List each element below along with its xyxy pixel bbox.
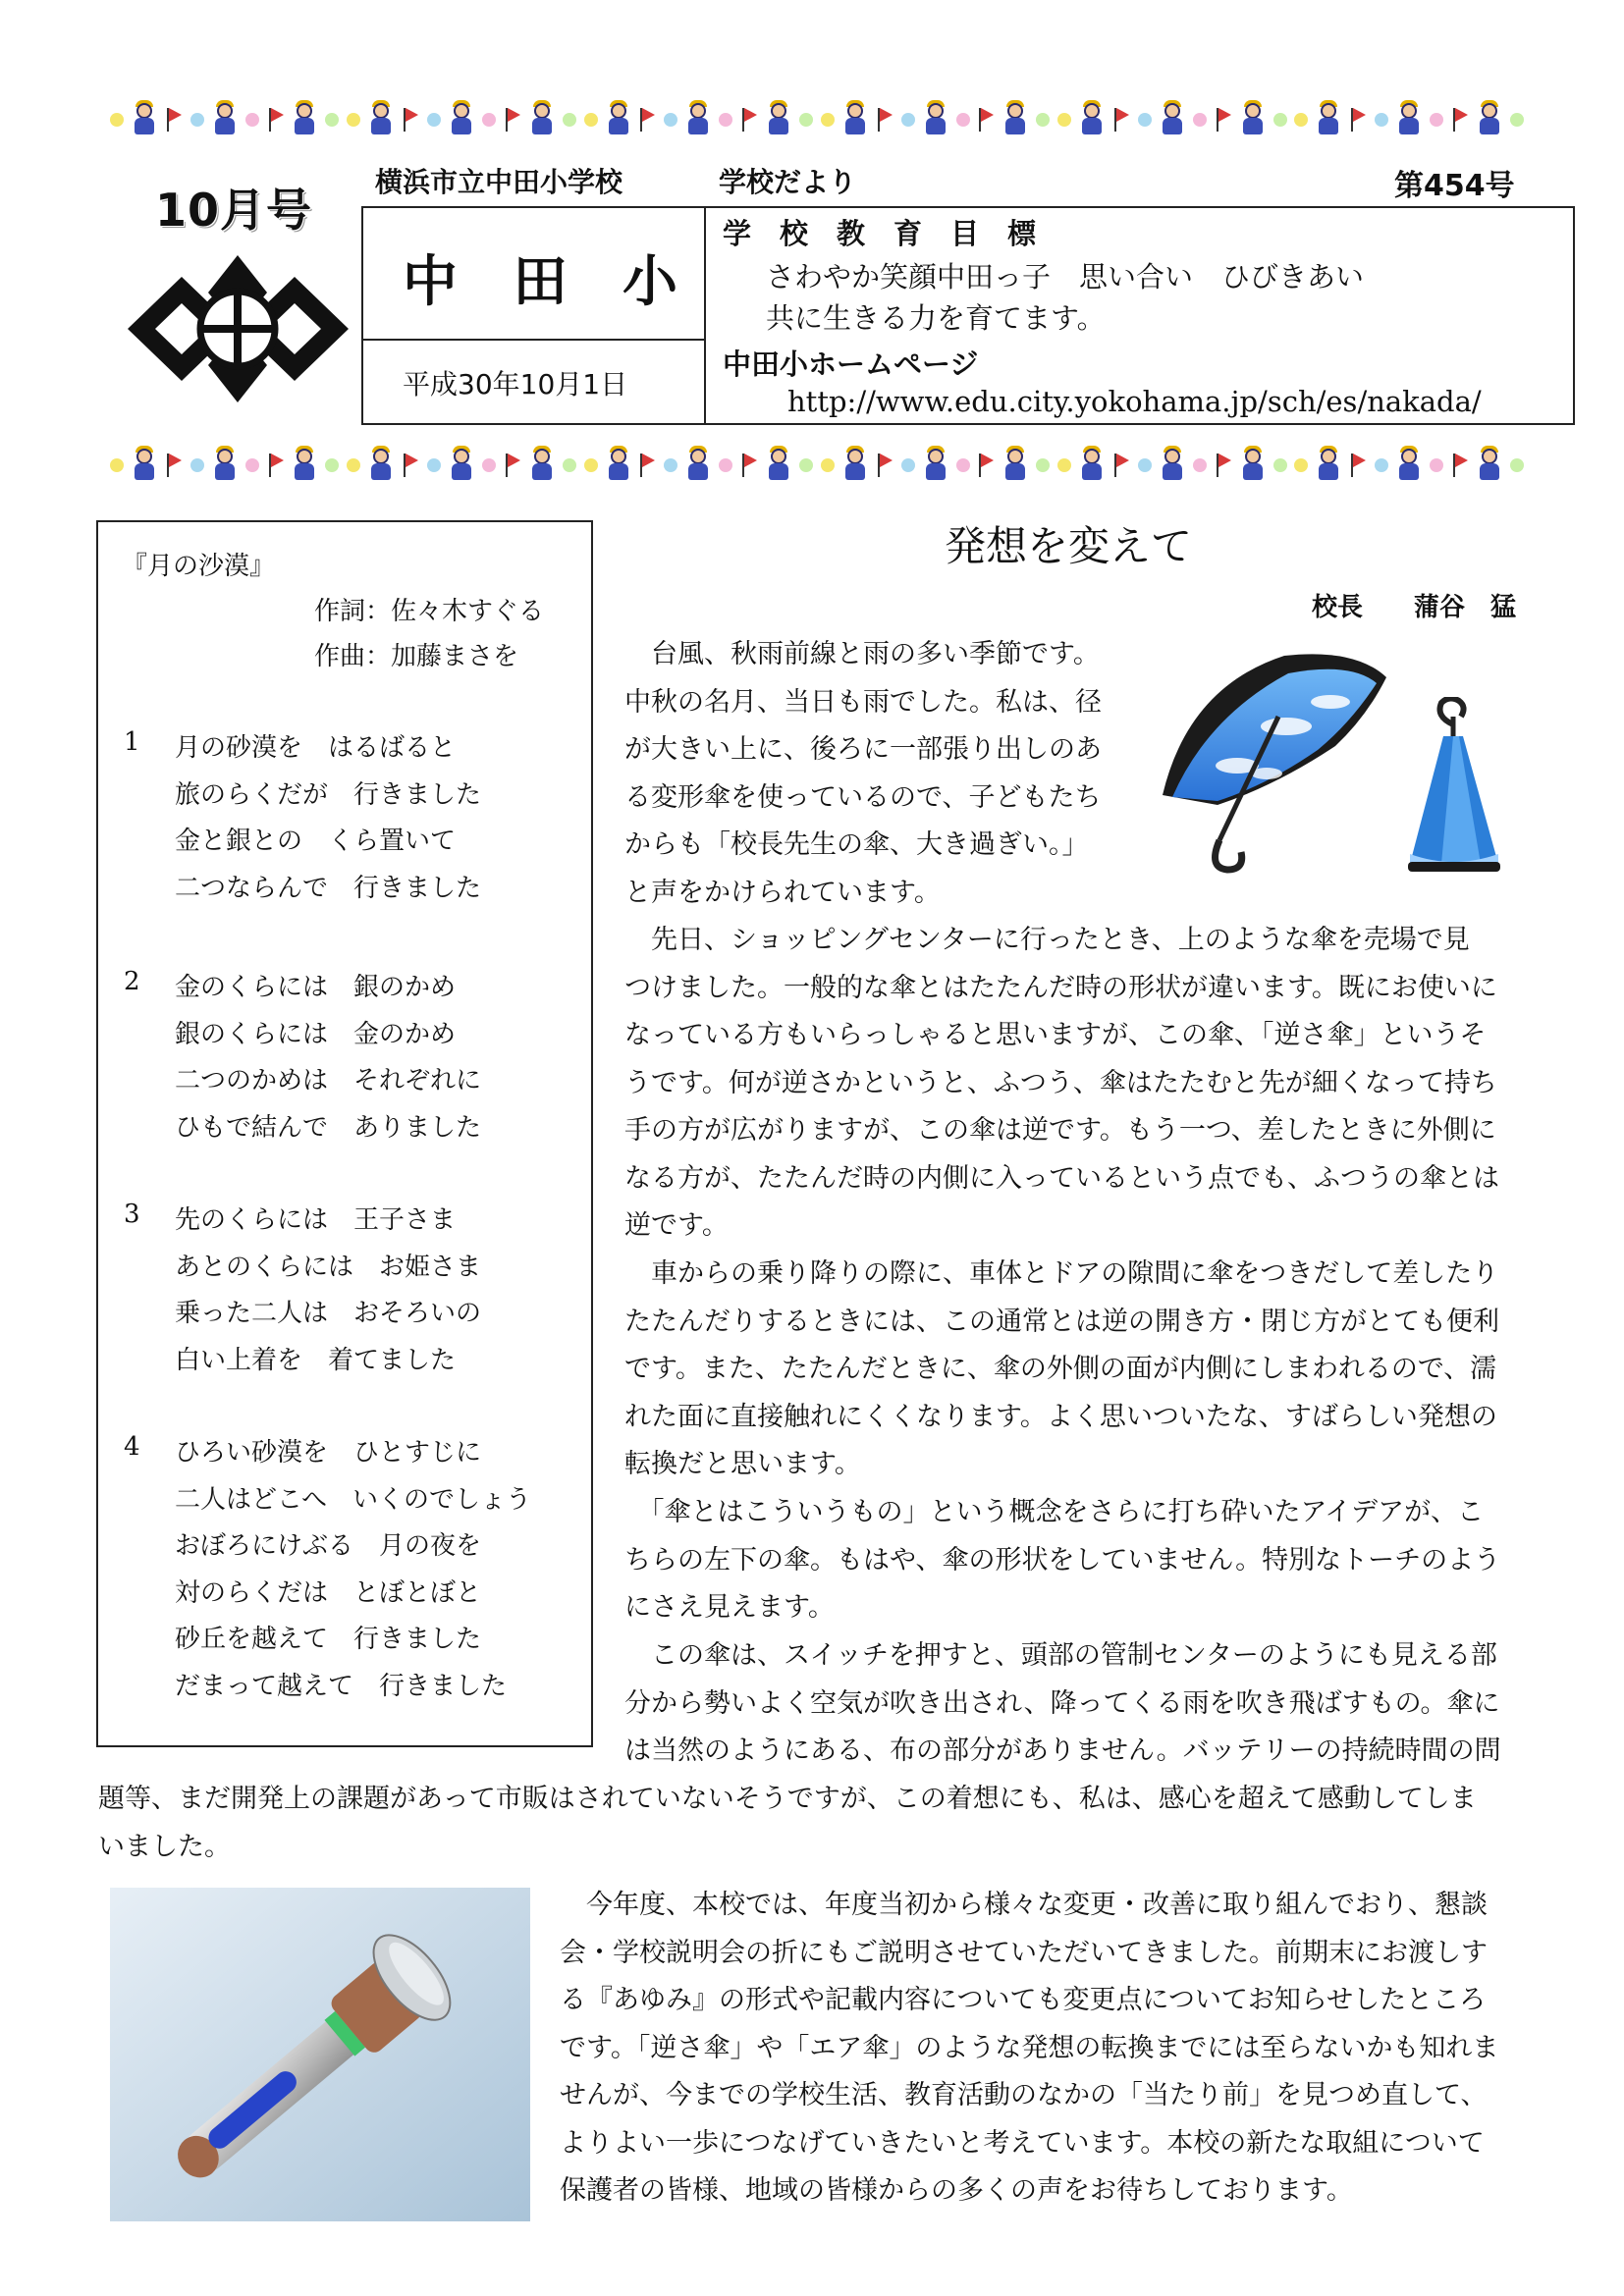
child-figure-icon: [449, 103, 474, 136]
article-line: なっている方もいらっしゃると思いますが、この傘、「逆さ傘」というそ: [624, 1020, 1487, 1050]
child-figure-icon: [923, 449, 948, 482]
article-line: 保護者の皆様、地域の皆様からの多くの声をお待ちしております。: [560, 2175, 1353, 2206]
border-dot: [956, 113, 970, 127]
child-figure-icon: [1316, 103, 1341, 136]
border-dot: [1193, 458, 1207, 472]
border-dot: [1193, 113, 1207, 127]
border-dot: [1057, 458, 1071, 472]
article-line: ちらの左下の傘。もはや、傘の形状をしていません。特別なトーチのよう: [624, 1544, 1501, 1575]
masthead-divider-vertical: [704, 206, 706, 425]
poem-line: ひもで結んで ありました: [175, 1112, 482, 1143]
article-line: 今年度、本校では、年度当初から様々な変更・改善に取り組んでおり、懇談: [560, 1890, 1488, 1920]
article-line: です。また、たたんだときに、傘の外側の面が内側にしまわれるので、濡: [624, 1354, 1497, 1384]
border-dot: [821, 113, 835, 127]
article-line: る『あゆみ』の形式や記載内容についても変更点についてお知らせしたところ: [560, 1985, 1487, 2015]
poem-composer: 作曲：加藤まさを: [314, 642, 519, 671]
border-dot: [1294, 113, 1308, 127]
flag-icon: [267, 452, 285, 479]
border-dot: [1057, 113, 1071, 127]
homepage-url[interactable]: http://www.edu.city.yokohama.jp/sch/es/nakada/: [787, 385, 1482, 418]
poem-line: 白い上着を 着てました: [175, 1345, 457, 1375]
flag-icon: [740, 106, 758, 133]
child-figure-icon: [212, 449, 238, 482]
child-figure-icon: [529, 449, 555, 482]
article-line: にさえ見えます。: [624, 1592, 835, 1623]
border-dot: [956, 458, 970, 472]
article-line: 「傘とはこういうもの」という概念をさらに打ち砕いたアイデアが、こ: [624, 1497, 1485, 1527]
border-dot: [563, 458, 576, 472]
child-figure-icon: [1477, 103, 1502, 136]
article-line: が大きい上に、後ろに一部張り出しのあ: [624, 734, 1102, 765]
border-dot: [1375, 458, 1388, 472]
article-line: 会・学校説明会の折にもご説明させていただいてきました。前期末にお渡しす: [560, 1937, 1488, 1968]
poem-line: 二人はどこへ いくのでしょう: [175, 1484, 531, 1515]
article-line: る変形傘を使っているので、子どもたち: [624, 781, 1102, 813]
border-dot: [584, 458, 598, 472]
poem-line: だまって越えて 行きました: [175, 1671, 508, 1701]
flag-icon: [876, 106, 893, 133]
flag-icon: [740, 452, 758, 479]
child-figure-icon: [1240, 103, 1266, 136]
child-figure-icon: [766, 103, 791, 136]
article-line: たたんだりするときには、この通常とは逆の開き方・閉じ方がとても便利: [624, 1306, 1499, 1337]
border-dot: [1273, 113, 1287, 127]
flag-icon: [504, 452, 521, 479]
flag-icon: [504, 106, 521, 133]
poem-line: あとのくらには お姫さま: [175, 1252, 482, 1282]
homepage-heading: 中田小ホームページ: [723, 347, 979, 381]
flag-icon: [1112, 106, 1130, 133]
border-dot: [347, 113, 360, 127]
child-figure-icon: [368, 449, 394, 482]
border-dot: [901, 113, 915, 127]
poem-line: 対のらくだは とぼとぼと: [175, 1577, 482, 1608]
bottom-decorative-border: [110, 442, 1524, 489]
border-dot: [245, 113, 259, 127]
child-figure-icon: [292, 449, 317, 482]
article-line: 車からの乗り降りの際に、車体とドアの隙間に傘をつきだして差したり: [624, 1258, 1499, 1289]
flag-icon: [1112, 452, 1130, 479]
border-dot: [584, 113, 598, 127]
border-dot: [427, 458, 441, 472]
child-figure-icon: [1079, 103, 1105, 136]
flag-icon: [1451, 106, 1469, 133]
child-figure-icon: [212, 103, 238, 136]
child-figure-icon: [923, 103, 948, 136]
border-dot: [110, 458, 124, 472]
border-dot: [1430, 113, 1443, 127]
flag-icon: [1215, 106, 1232, 133]
poem-line: 金のくらには 銀のかめ: [175, 973, 457, 1002]
school-emblem: [128, 255, 349, 402]
child-figure-icon: [685, 449, 711, 482]
article-line: よりよい一歩につなげていきたいと考えています。本校の新たな取組について: [560, 2127, 1485, 2159]
poem-title: 『月の沙漠』: [122, 552, 276, 581]
flag-icon: [1451, 452, 1469, 479]
border-dot: [1430, 458, 1443, 472]
flag-icon: [638, 106, 656, 133]
poem-verse-number: 3: [124, 1200, 140, 1229]
poem-line: 月の砂漠を はるばると: [175, 733, 457, 763]
poem-line: 先のくらには 王子さま: [175, 1205, 457, 1235]
border-dot: [799, 113, 813, 127]
border-dot: [1510, 113, 1524, 127]
border-dot: [110, 113, 124, 127]
child-figure-icon: [449, 449, 474, 482]
issue-number: 第454号: [1394, 169, 1515, 203]
newsletter-title: 中 田 小: [403, 250, 677, 314]
article-line: と声をかけられています。: [624, 877, 941, 908]
poem-line: 金と銀との くら置いて: [175, 827, 457, 856]
border-dot: [325, 458, 339, 472]
goals-heading: 学 校 教 育 目 標: [723, 217, 1037, 250]
flag-icon: [638, 452, 656, 479]
child-figure-icon: [1396, 449, 1422, 482]
reverse-umbrella-closed-image: [1402, 697, 1506, 876]
article-line: れた面に直接触れにくくなります。よく思いついたな、すばらしい発想の: [624, 1401, 1497, 1432]
article-line: 先日、ショッピングセンターに行ったとき、上のような傘を売場で見: [624, 925, 1470, 955]
child-figure-icon: [1002, 449, 1028, 482]
child-figure-icon: [132, 449, 157, 482]
goal-line-2: 共に生きる力を育てます。: [766, 301, 1106, 335]
article-line: つけました。一般的な傘とはたたんだ時の形状が違います。既にお使いに: [624, 972, 1497, 1003]
poem-line: 銀のくらには 金のかめ: [175, 1019, 457, 1049]
poem-line: おぼろにけぶる 月の夜を: [175, 1531, 482, 1561]
border-dot: [427, 113, 441, 127]
flag-icon: [876, 452, 893, 479]
article-title: 発想を変えて: [945, 522, 1193, 570]
border-dot: [664, 458, 677, 472]
article-line: うです。何が逆さかというと、ふつう、傘はたたむと先が細くなって持ち: [624, 1067, 1497, 1098]
poem-line: 乗った二人は おそろいの: [175, 1299, 482, 1328]
border-dot: [1036, 458, 1050, 472]
newsletter-label: 学校だより: [719, 166, 857, 198]
poem-verse-number: 1: [124, 727, 140, 757]
child-figure-icon: [1316, 449, 1341, 482]
border-dot: [901, 458, 915, 472]
flag-icon: [267, 106, 285, 133]
flag-icon: [1349, 452, 1367, 479]
border-dot: [563, 113, 576, 127]
poem-line: 砂丘を越えて 行きました: [175, 1625, 482, 1654]
child-figure-icon: [1160, 449, 1185, 482]
border-dot: [821, 458, 835, 472]
flag-icon: [165, 106, 183, 133]
flag-icon: [402, 106, 419, 133]
poem-line: ひろい砂漠を ひとすじに: [175, 1438, 482, 1468]
flag-icon: [165, 452, 183, 479]
border-dot: [1036, 113, 1050, 127]
article-line: 分から勢いよく空気が吹き出され、降ってくる雨を吹き飛ばすもの。傘に: [624, 1687, 1500, 1719]
border-dot: [1138, 113, 1152, 127]
border-dot: [325, 113, 339, 127]
border-dot: [1375, 113, 1388, 127]
poem-line: 旅のらくだが 行きました: [175, 779, 482, 810]
border-dot: [719, 458, 732, 472]
border-dot: [482, 113, 496, 127]
child-figure-icon: [368, 103, 394, 136]
child-figure-icon: [132, 103, 157, 136]
poem-line: 二つならんで 行きました: [175, 873, 482, 903]
border-dot: [799, 458, 813, 472]
child-figure-icon: [1396, 103, 1422, 136]
flag-icon: [977, 106, 995, 133]
child-figure-icon: [606, 103, 631, 136]
flag-icon: [402, 452, 419, 479]
school-name: 横浜市立中田小学校: [375, 166, 623, 198]
poem-verse-number: 4: [124, 1432, 140, 1462]
article-line: は当然のようにある、布の部分がありません。バッテリーの持続時間の問: [624, 1735, 1501, 1766]
article-line: 手の方が広がりますが、この傘は逆です。もう一つ、差したときに外側に: [624, 1115, 1496, 1146]
flag-icon: [1215, 452, 1232, 479]
article-line: なる方が、たたんだ時の内側に入っているという点でも、ふつうの傘とは: [624, 1162, 1499, 1194]
article-line: 中秋の名月、当日も雨でした。私は、径: [624, 686, 1102, 718]
article-line: 転換だと思います。: [624, 1449, 861, 1479]
border-dot: [190, 458, 204, 472]
child-figure-icon: [292, 103, 317, 136]
issue-month: 10月号: [155, 184, 313, 237]
article-line: です。「逆さ傘」や「エア傘」のような発想の転換までには至らないかも知れま: [560, 2032, 1499, 2063]
child-figure-icon: [1160, 103, 1185, 136]
reverse-umbrella-open-image: [1159, 648, 1388, 876]
article-line: 逆です。: [624, 1210, 729, 1241]
top-decorative-border: [110, 96, 1524, 143]
border-dot: [245, 458, 259, 472]
border-dot: [719, 113, 732, 127]
poem-verse-number: 2: [124, 967, 140, 996]
article-line: 台風、秋雨前線と雨の多い季節です。: [624, 639, 1100, 669]
goal-line-1: さわやか笑顔中田っ子 思い合い ひびきあい: [766, 260, 1365, 294]
border-dot: [1510, 458, 1524, 472]
article-line: 題等、まだ開発上の課題があって市販はされていないそうですが、この着想にも、私は、感心を超えて感動してしま: [98, 1784, 1477, 1814]
poem-line: 二つのかめは それぞれに: [175, 1066, 482, 1095]
border-dot: [1294, 458, 1308, 472]
border-dot: [190, 113, 204, 127]
article-line: せんが、今までの学校生活、教育活動のなかの「当たり前」を見つめ直して、: [560, 2080, 1488, 2110]
child-figure-icon: [529, 103, 555, 136]
issue-date: 平成30年10月1日: [403, 368, 628, 400]
article-line: この傘は、スイッチを押すと、頭部の管制センターのようにも見える部: [624, 1640, 1497, 1671]
flag-icon: [977, 452, 995, 479]
border-dot: [1138, 458, 1152, 472]
border-dot: [664, 113, 677, 127]
article-author: 校長 蒲谷 猛: [1312, 593, 1517, 622]
child-figure-icon: [766, 449, 791, 482]
child-figure-icon: [606, 449, 631, 482]
border-dot: [347, 458, 360, 472]
child-figure-icon: [685, 103, 711, 136]
poem-lyricist: 作詞：佐々木すぐる: [314, 597, 545, 626]
child-figure-icon: [1079, 449, 1105, 482]
masthead-divider-horizontal: [361, 339, 706, 341]
border-dot: [482, 458, 496, 472]
article-line: からも「校長先生の傘、大き過ぎい。」: [624, 829, 1089, 860]
child-figure-icon: [1240, 449, 1266, 482]
air-umbrella-image: [110, 1888, 530, 2221]
article-line: いました。: [98, 1831, 231, 1862]
child-figure-icon: [842, 449, 868, 482]
child-figure-icon: [1477, 449, 1502, 482]
border-dot: [1273, 458, 1287, 472]
child-figure-icon: [842, 103, 868, 136]
flag-icon: [1349, 106, 1367, 133]
child-figure-icon: [1002, 103, 1028, 136]
